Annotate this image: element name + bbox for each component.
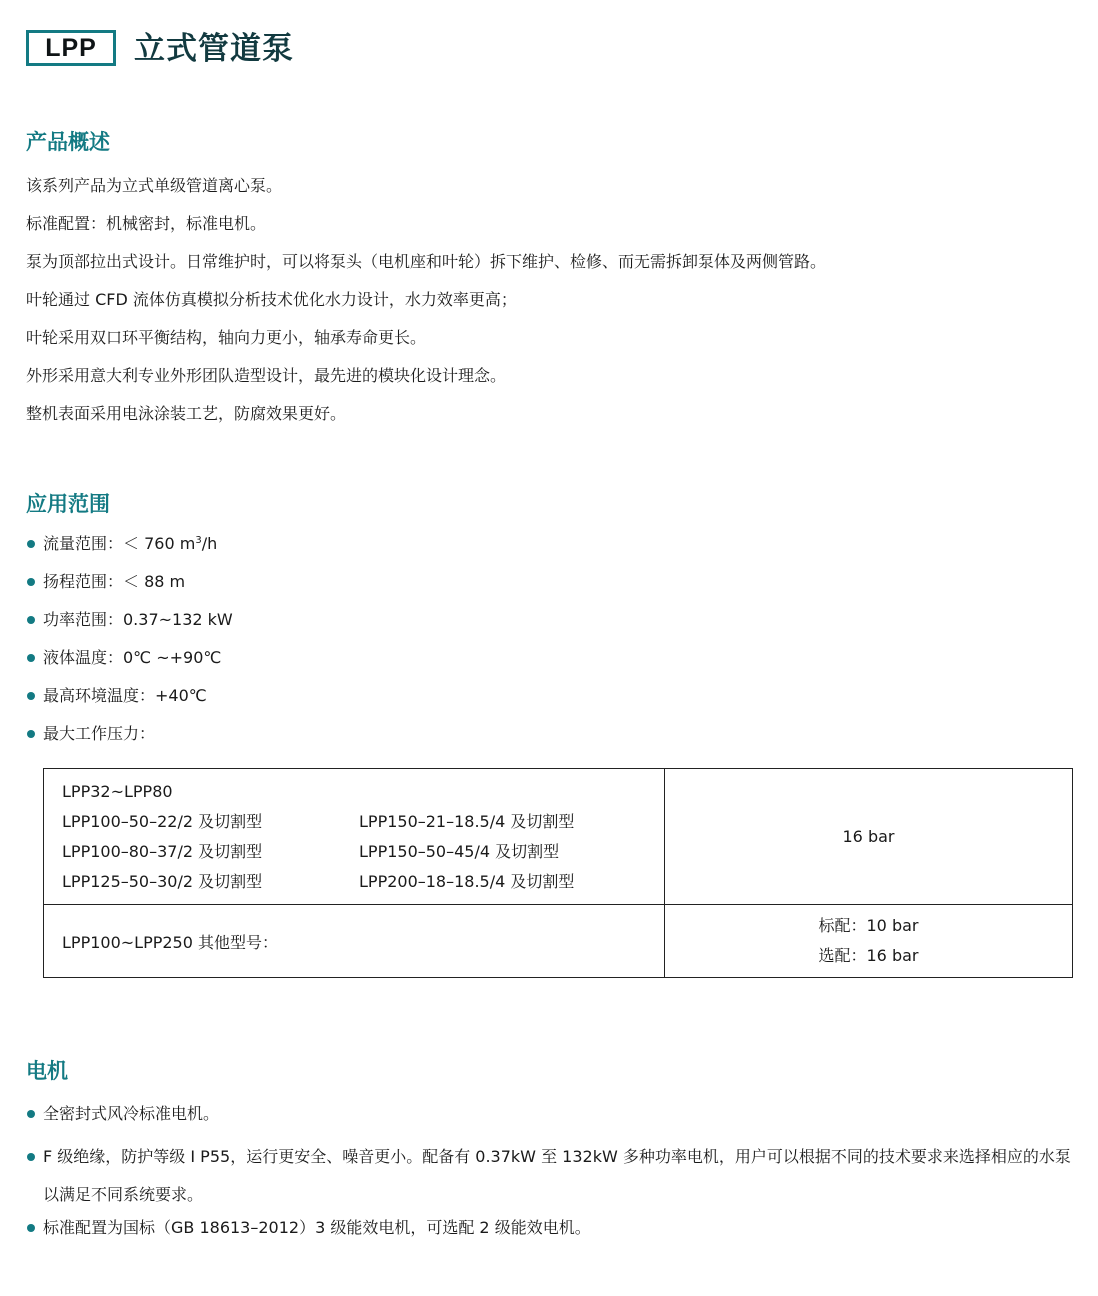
list-item: 最高环境温度：+40℃	[26, 682, 233, 720]
models-cell	[44, 769, 665, 905]
overview-paragraph: 叶轮采用双口环平衡结构，轴向力更小，轴承寿命更长。	[26, 328, 427, 347]
list-item: 扬程范围：＜ 88 m	[26, 568, 233, 606]
other-models-cell: LPP100~LPP250 其他型号：	[44, 905, 665, 978]
table-row	[44, 905, 1073, 978]
list-item: 最大工作压力：	[26, 720, 233, 758]
flow-range-unit: /h	[201, 534, 218, 553]
model-label: LPP32~LPP80	[62, 781, 173, 801]
overview-heading: 产品概述	[26, 130, 110, 154]
overview-paragraph: 整机表面采用电泳涂装工艺，防腐效果更好。	[26, 404, 347, 423]
list-item: 全密封式风冷标准电机。	[26, 1100, 1083, 1138]
motor-list	[26, 1100, 1083, 1252]
motor-heading: 电机	[26, 1059, 68, 1083]
flow-range-text: 流量范围：＜ 760 m	[43, 534, 196, 553]
overview-paragraph: 叶轮通过 CFD 流体仿真模拟分析技术优化水力设计，水力效率更高；	[26, 290, 517, 309]
pressure-value-cell: 16 bar	[665, 769, 1073, 905]
pressure-table	[43, 768, 1073, 978]
overview-paragraph: 泵为顶部拉出式设计。日常维护时，可以将泵头（电机座和叶轮）拆下维护、检修、而无需拆卸泵体及两侧管路。	[26, 252, 827, 271]
model-label: LPP150–21–18.5/4 及切割型	[359, 811, 575, 831]
model-label: LPP100–50–22/2 及切割型	[62, 811, 263, 831]
pressure-options-cell	[665, 905, 1073, 978]
overview-paragraph: 标准配置：机械密封，标准电机。	[26, 214, 267, 233]
overview-paragraph: 外形采用意大利专业外形团队造型设计，最先进的模块化设计理念。	[26, 366, 507, 385]
overview-paragraph: 该系列产品为立式单级管道离心泵。	[26, 176, 283, 195]
list-item: 液体温度：0℃ ~+90℃	[26, 644, 233, 682]
page-title: 立式管道泵	[134, 31, 294, 67]
optional-pressure: 选配：16 bar	[818, 946, 919, 965]
list-item: 功率范围：0.37~132 kW	[26, 606, 233, 644]
standard-pressure: 标配：10 bar	[818, 916, 919, 935]
model-label: LPP125–50–30/2 及切割型	[62, 871, 263, 891]
table-row	[44, 769, 1073, 905]
list-item: F 级绝缘，防护等级 I P55，运行更安全、噪音更小。配备有 0.37kW 至 132kW 多种功率电机，用户可以根据不同的技术要求来选择相应的水泵以满足不同系统要求。	[26, 1138, 1083, 1214]
list-item	[26, 530, 233, 568]
application-heading: 应用范围	[26, 492, 110, 516]
list-item: 标准配置为国标（GB 18613–2012）3 级能效电机，可选配 2 级能效电机。	[26, 1214, 1083, 1252]
overview-text	[26, 172, 826, 438]
flow-range-superscript: 3	[195, 535, 202, 546]
product-logo: LPP	[26, 30, 116, 66]
model-label: LPP150–50–45/4 及切割型	[359, 841, 560, 861]
model-label: LPP200–18–18.5/4 及切割型	[359, 871, 575, 891]
model-label: LPP100–80–37/2 及切割型	[62, 841, 263, 861]
application-list	[26, 530, 233, 758]
